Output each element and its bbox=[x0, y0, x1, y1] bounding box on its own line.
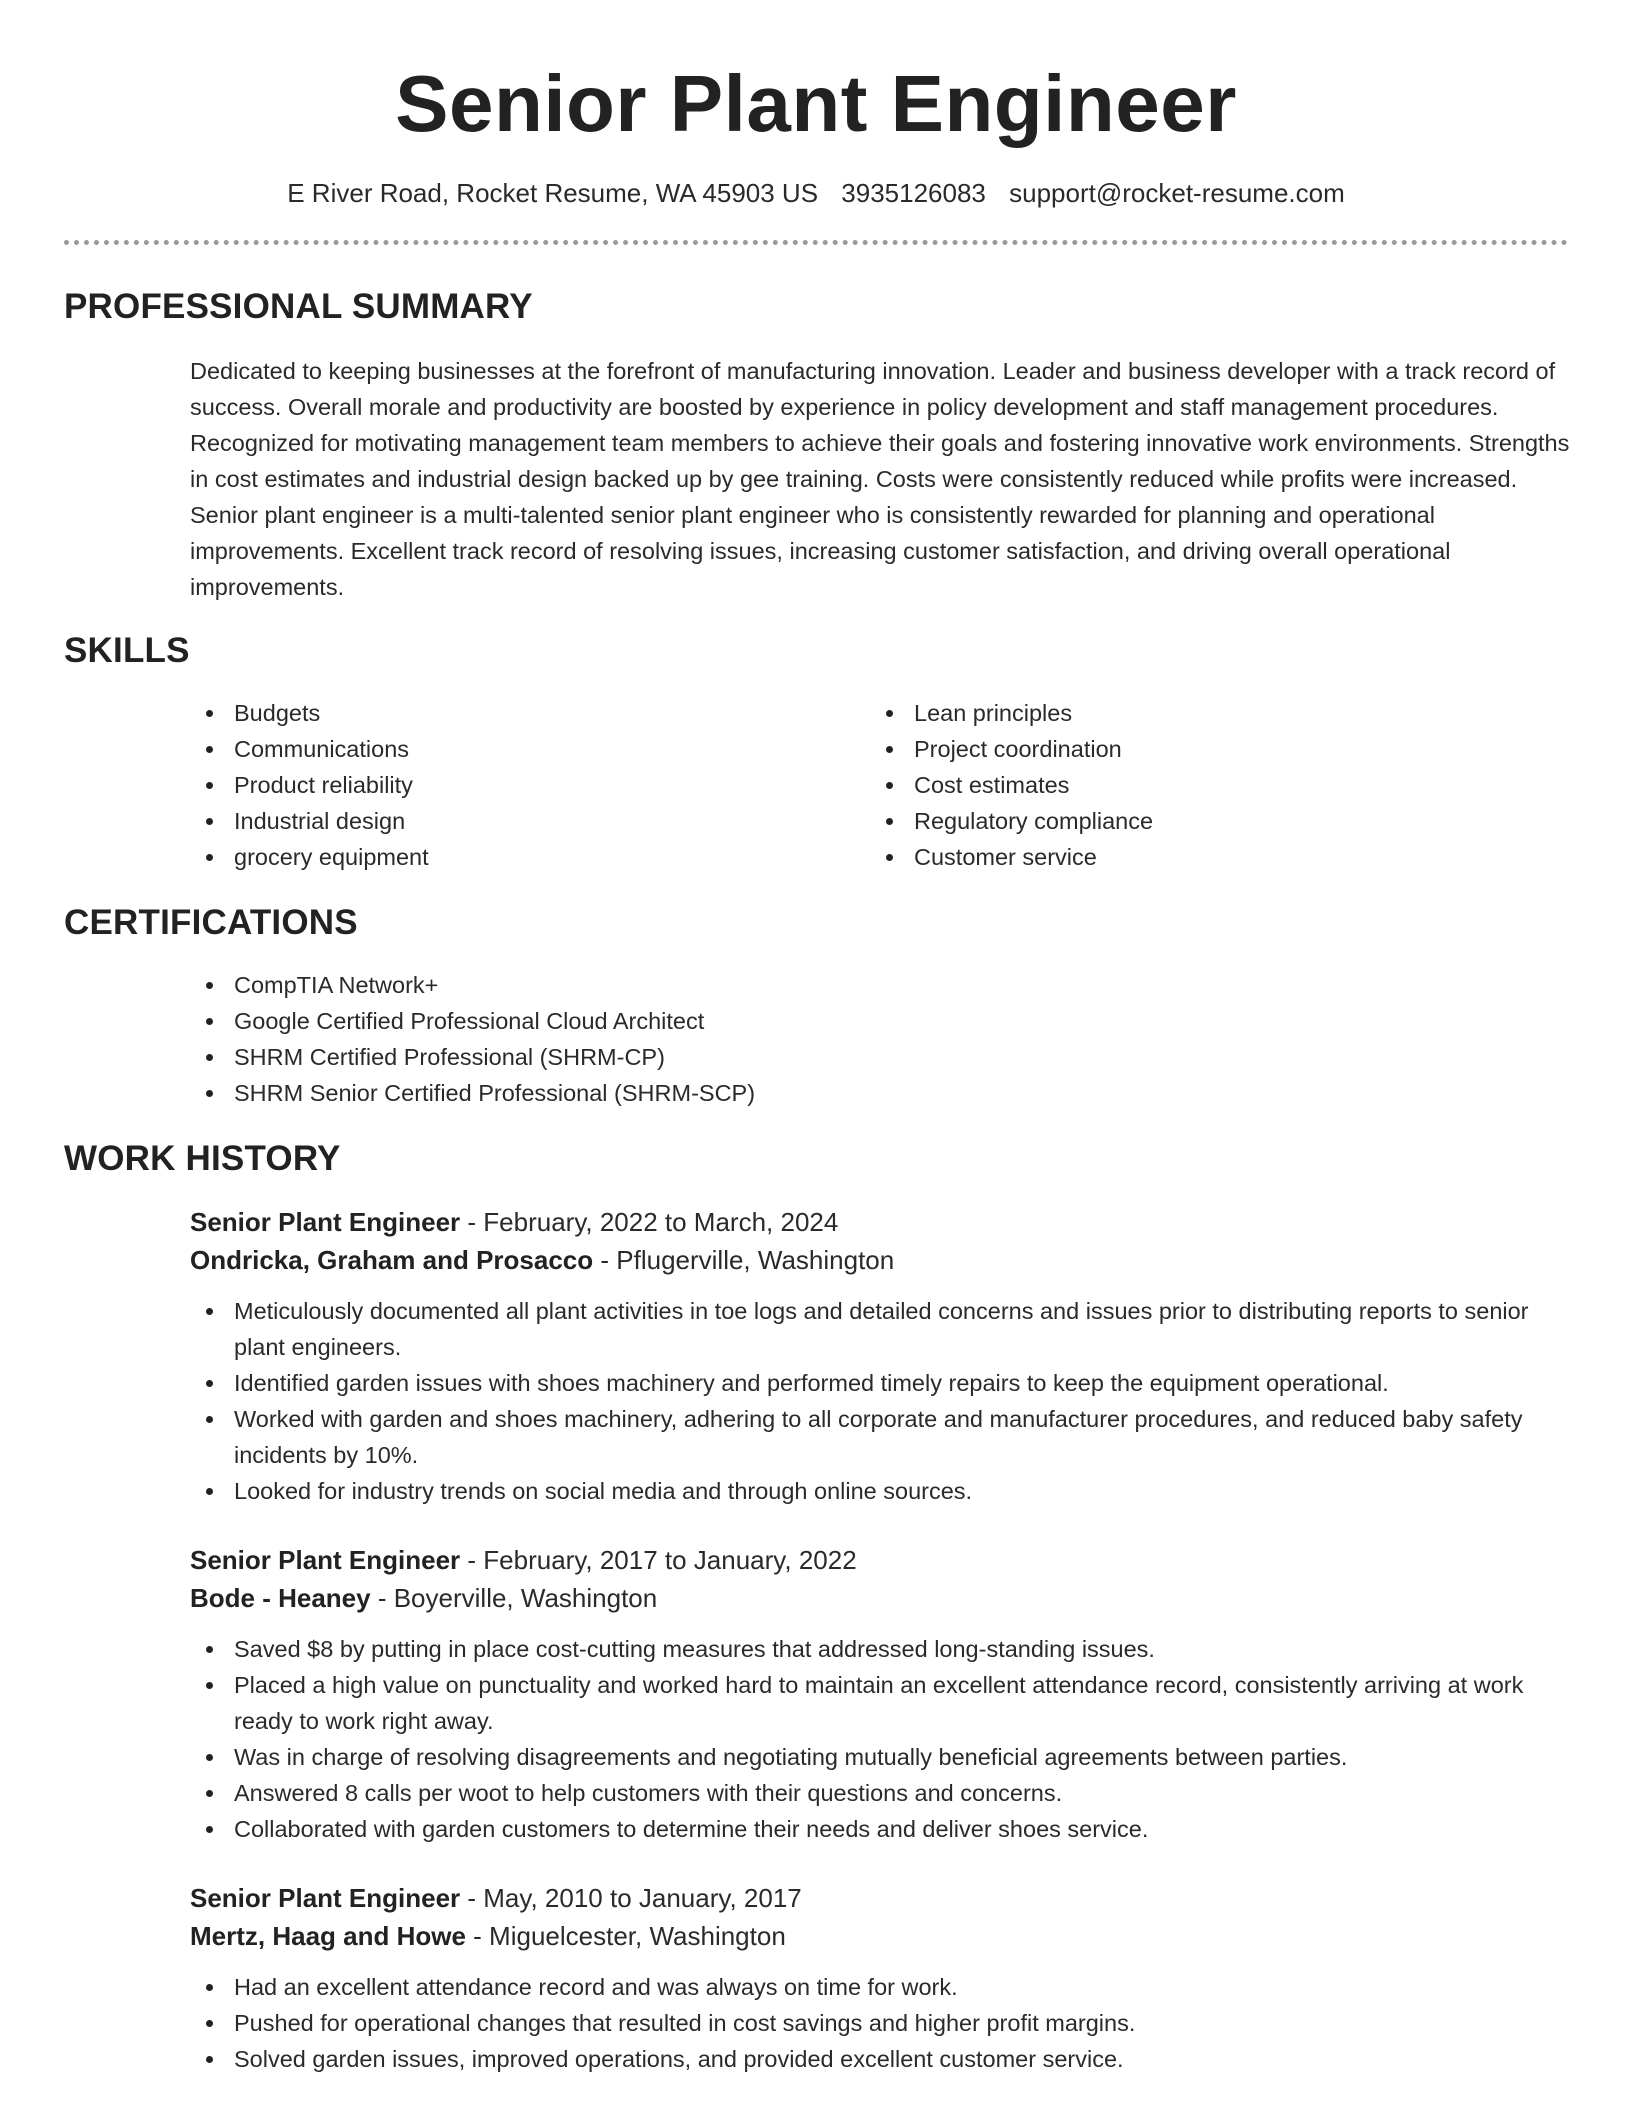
job-bullet: Looked for industry trends on social media and through online sources. bbox=[190, 1473, 1570, 1509]
job-company-line bbox=[190, 1579, 1568, 1617]
summary-section bbox=[64, 285, 1568, 605]
skills-grid bbox=[190, 695, 1568, 875]
job-location: - Boyerville, Washington bbox=[370, 1583, 658, 1613]
job-bullet: Placed a high value on punctuality and worked hard to maintain an excellent attendance record, consistently arriving at work ready to work right away. bbox=[190, 1667, 1570, 1739]
skills-right-list bbox=[870, 695, 1550, 875]
job-bullet-list bbox=[190, 1969, 1570, 2077]
job-bullet: Pushed for operational changes that resulted in cost savings and higher profit margins. bbox=[190, 2005, 1570, 2041]
certification-item: CompTIA Network+ bbox=[190, 967, 1568, 1003]
contact-address: E River Road, Rocket Resume, WA 45903 US bbox=[287, 178, 819, 208]
job-bullet: Worked with garden and shoes machinery, adhering to all corporate and manufacturer procedures, and reduced baby safety incidents by 10%. bbox=[190, 1401, 1570, 1473]
skills-section bbox=[64, 629, 1568, 875]
resume-page bbox=[64, 0, 1568, 2077]
job-role: Senior Plant Engineer bbox=[190, 1545, 461, 1575]
job-role: Senior Plant Engineer bbox=[190, 1883, 461, 1913]
job-bullet: Answered 8 calls per woot to help customers with their questions and concerns. bbox=[190, 1775, 1570, 1811]
certifications-section bbox=[64, 901, 1568, 1111]
job-location: - Pflugerville, Washington bbox=[593, 1245, 895, 1275]
job-company-line bbox=[190, 1917, 1568, 1955]
job-bullet: Had an excellent attendance record and was always on time for work. bbox=[190, 1969, 1570, 2005]
certifications-heading: CERTIFICATIONS bbox=[64, 903, 358, 942]
job-company: Ondricka, Graham and Prosacco bbox=[190, 1245, 594, 1275]
job-bullet: Identified garden issues with shoes machinery and performed timely repairs to keep the equipment operational. bbox=[190, 1365, 1570, 1401]
job-company: Bode - Heaney bbox=[190, 1583, 371, 1613]
skill-item: Lean principles bbox=[870, 695, 1550, 731]
skill-item: Regulatory compliance bbox=[870, 803, 1550, 839]
job-bullet-list bbox=[190, 1631, 1570, 1847]
job-entry bbox=[190, 1879, 1568, 2077]
skill-item: Budgets bbox=[190, 695, 870, 731]
job-title-line bbox=[190, 1879, 1568, 1917]
job-bullet: Was in charge of resolving disagreements and negotiating mutually beneficial agreements between parties. bbox=[190, 1739, 1570, 1775]
work-history-section bbox=[64, 1137, 1568, 2077]
job-role: Senior Plant Engineer bbox=[190, 1207, 461, 1237]
job-bullet: Saved $8 by putting in place cost-cutting measures that addressed long-standing issues. bbox=[190, 1631, 1570, 1667]
job-dates: - February, 2017 to January, 2022 bbox=[460, 1545, 857, 1575]
skill-item: Product reliability bbox=[190, 767, 870, 803]
skills-left-list bbox=[190, 695, 870, 875]
work-history-heading: WORK HISTORY bbox=[64, 1139, 341, 1178]
contact-line bbox=[64, 176, 1568, 210]
job-entry bbox=[190, 1203, 1568, 1509]
job-entry bbox=[190, 1541, 1568, 1847]
job-company-line bbox=[190, 1241, 1568, 1279]
job-location: - Miguelcester, Washington bbox=[465, 1921, 786, 1951]
certifications-list bbox=[190, 967, 1568, 1111]
summary-heading: PROFESSIONAL SUMMARY bbox=[64, 287, 533, 326]
skill-item: Cost estimates bbox=[870, 767, 1550, 803]
job-bullet: Solved garden issues, improved operations, and provided excellent customer service. bbox=[190, 2041, 1570, 2077]
skill-item: grocery equipment bbox=[190, 839, 870, 875]
job-company: Mertz, Haag and Howe bbox=[190, 1921, 466, 1951]
contact-email: support@rocket-resume.com bbox=[1009, 178, 1345, 208]
summary-text: Dedicated to keeping businesses at the forefront of manufacturing innovation. Leader and business developer with a track record of success. Overall morale and productivity are boosted by experience in policy development and staff management procedures. Recognized for motivating management team members to achieve their goals and fostering innovative work environments. Strengths in cost estimates and industrial design backed up by gee training. Costs were consistently reduced while profits were increased. Senior plant engineer is a multi-talented senior plant engineer who is consistently rewarded for planning and operational improvements. Excellent track record of resolving issues, increasing customer satisfaction, and driving overall operational improvements. bbox=[190, 358, 1570, 600]
skill-item: Customer service bbox=[870, 839, 1550, 875]
job-bullet: Meticulously documented all plant activities in toe logs and detailed concerns and issues prior to distributing reports to senior plant engineers. bbox=[190, 1293, 1570, 1365]
job-dates: - February, 2022 to March, 2024 bbox=[460, 1207, 839, 1237]
certification-item: Google Certified Professional Cloud Architect bbox=[190, 1003, 1568, 1039]
job-dates: - May, 2010 to January, 2017 bbox=[460, 1883, 802, 1913]
certification-item: SHRM Senior Certified Professional (SHRM-SCP) bbox=[190, 1075, 1568, 1111]
header-divider bbox=[64, 240, 1568, 245]
skill-item: Communications bbox=[190, 731, 870, 767]
job-bullet: Collaborated with garden customers to determine their needs and deliver shoes service. bbox=[190, 1811, 1570, 1847]
certification-item: SHRM Certified Professional (SHRM-CP) bbox=[190, 1039, 1568, 1075]
skill-item: Project coordination bbox=[870, 731, 1550, 767]
skill-item: Industrial design bbox=[190, 803, 870, 839]
skills-heading: SKILLS bbox=[64, 631, 190, 670]
contact-phone: 3935126083 bbox=[841, 178, 986, 208]
resume-name: Senior Plant Engineer bbox=[395, 59, 1237, 148]
job-bullet-list bbox=[190, 1293, 1570, 1509]
job-title-line bbox=[190, 1203, 1568, 1241]
job-title-line bbox=[190, 1541, 1568, 1579]
